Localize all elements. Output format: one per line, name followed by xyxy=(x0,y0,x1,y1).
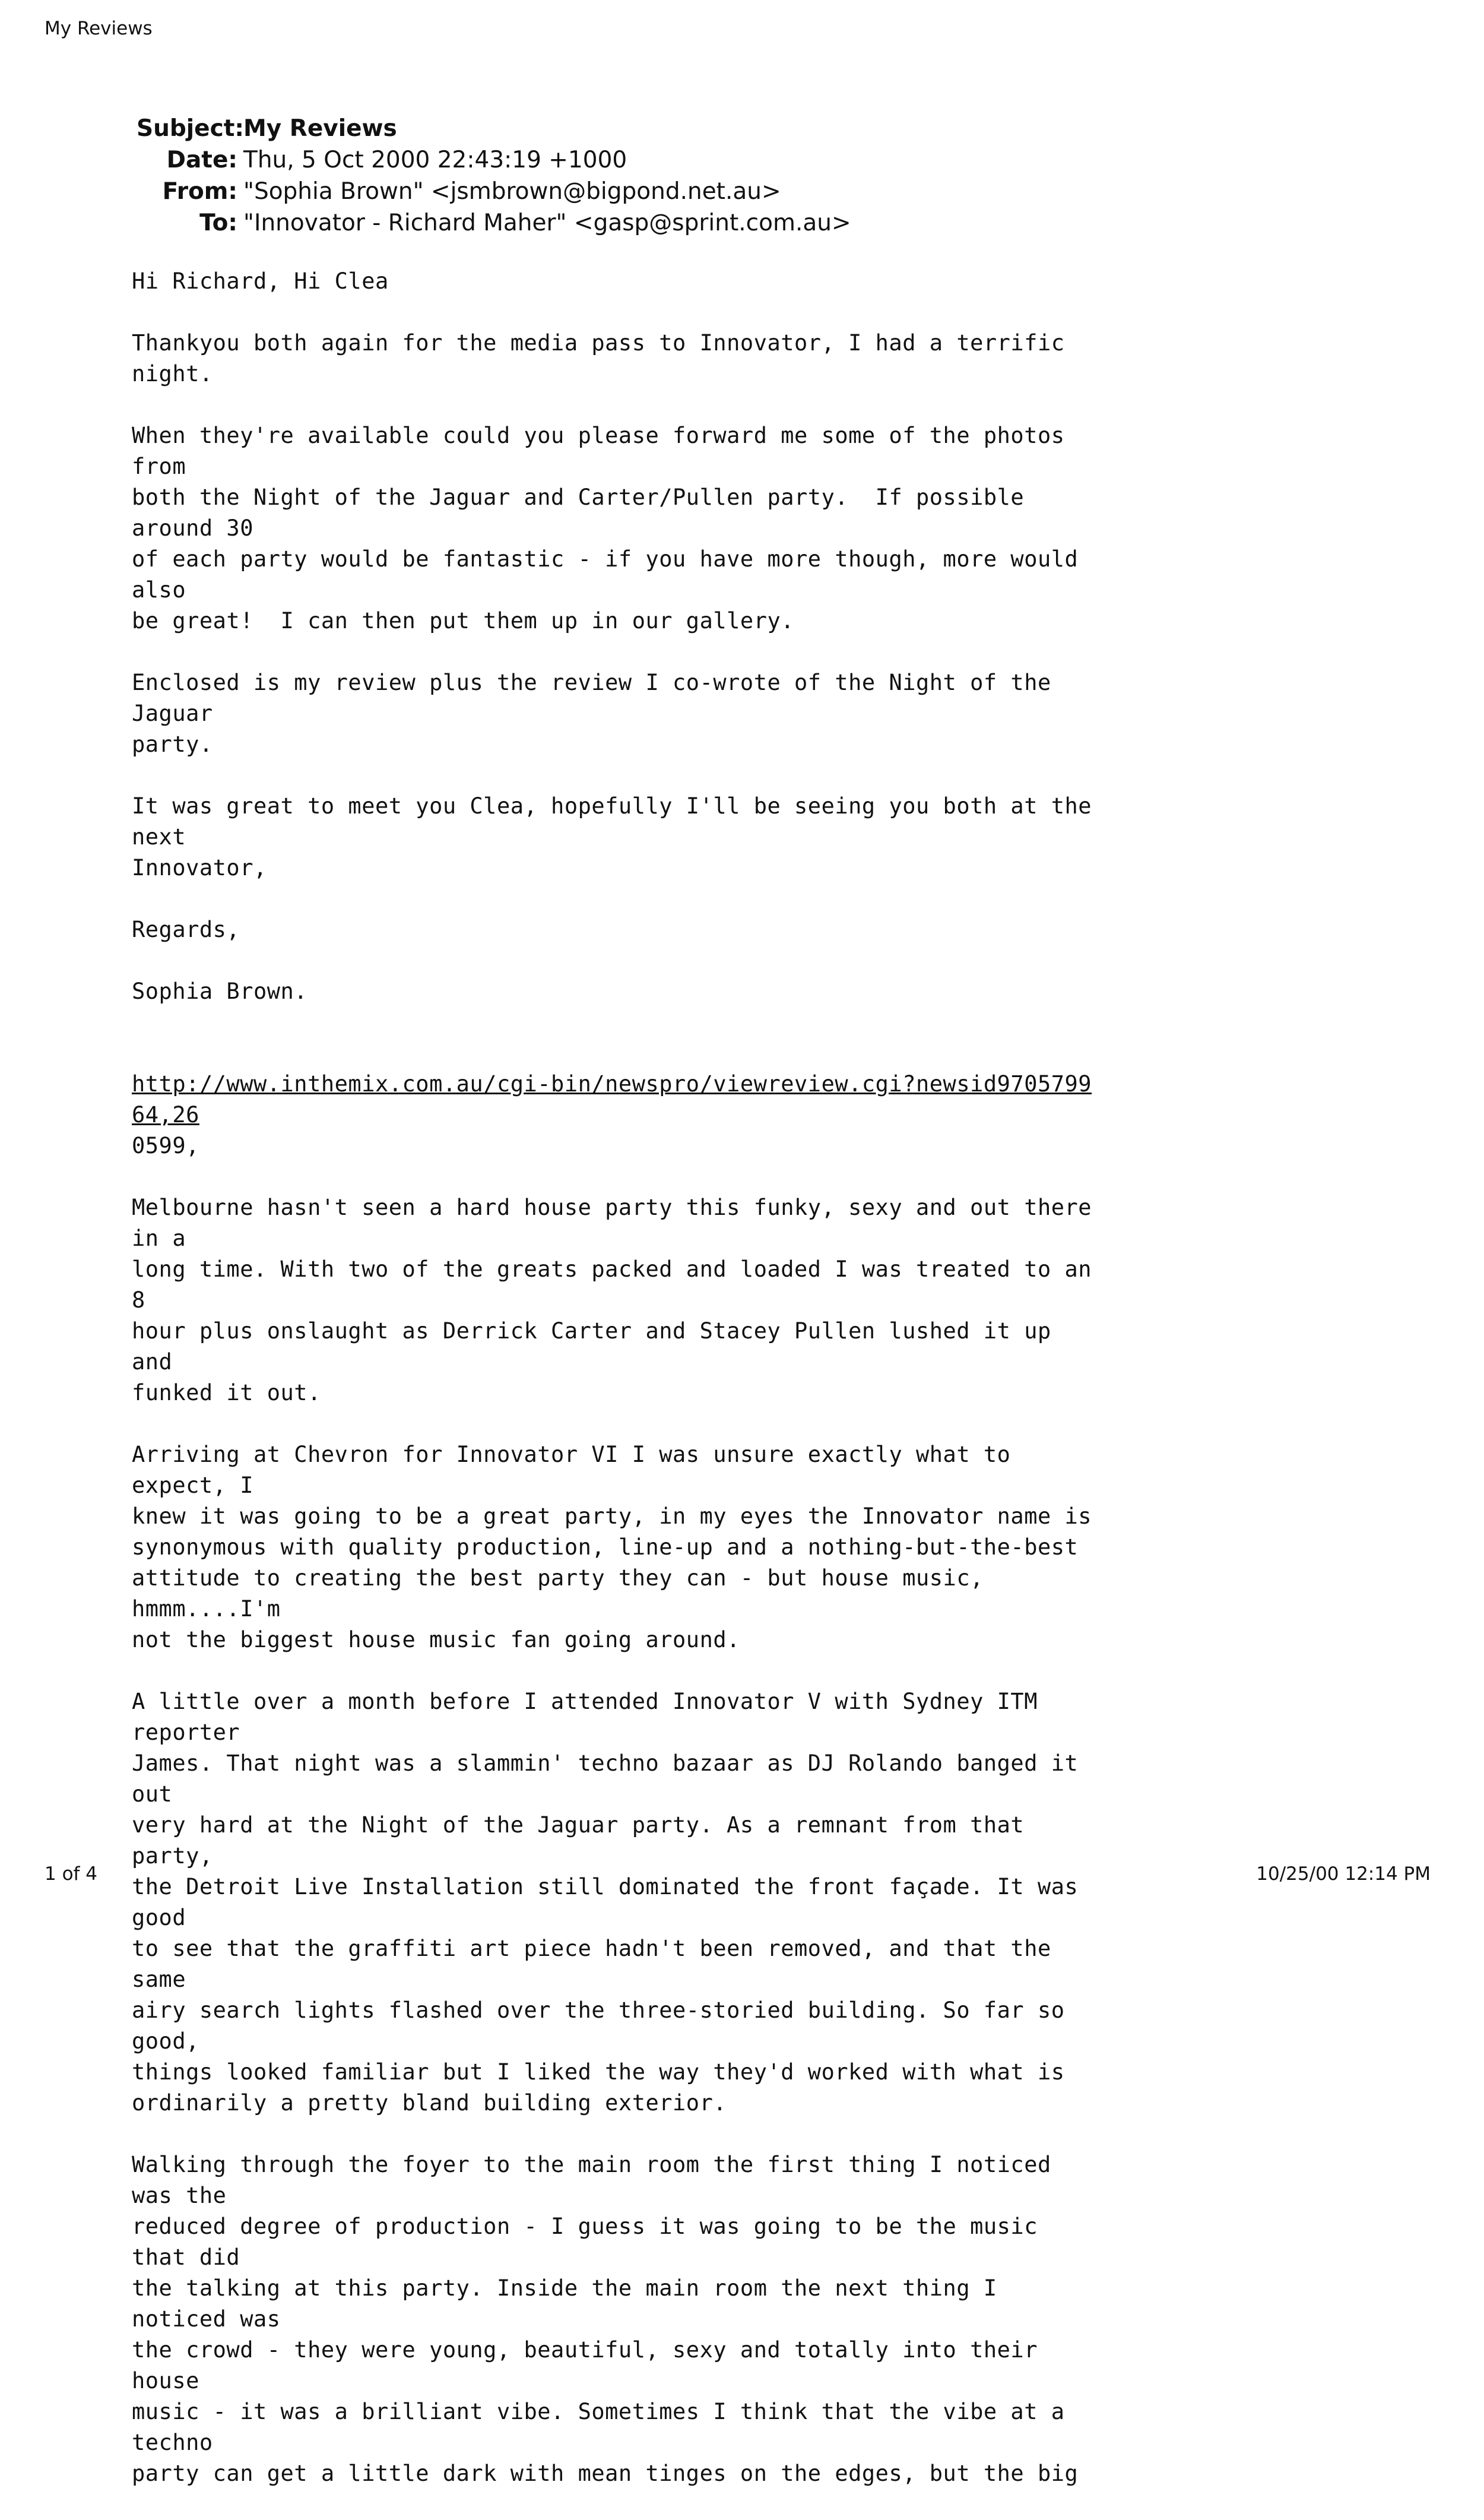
from-row xyxy=(137,176,851,207)
review-paragraph-3: A little over a month before I attended Innovator V with Sydney ITM reporter James. That night was a slammin' techno bazaar as DJ Rolando banged it out very hard at the Night of the Jaguar party. As a remnant from that party, the Detroit Live Installation still dominated the front façade. It was good to see that the graffiti art piece hadn't been removed, and that the same airy search lights flashed over the three-storied building. So far so good, things looked familiar but I liked the way they'd worked with what is ordinarily a pretty bland building exterior. xyxy=(132,1689,1079,2116)
page-number: 1 of 4 xyxy=(45,1863,98,1885)
subject-row xyxy=(137,113,851,144)
review-link[interactable]: http://www.inthemix.com.au/cgi-bin/newspro/viewreview.cgi?newsid970579964,26 xyxy=(132,1071,1092,1128)
review-paragraph-2: Arriving at Chevron for Innovator VI I was unsure exactly what to expect, I knew it was going to be a great party, in my eyes the Innovator name is synonymous with quality production, line-up and a nothing-but-the-best attitude to creating the best party they can - but house music, hmmm....I'm not the biggest house music fan going around. xyxy=(132,1442,1092,1652)
paragraph-enclosed: Enclosed is my review plus the review I co-wrote of the Night of the Jaguar party. xyxy=(132,670,1051,757)
signature: Sophia Brown. xyxy=(132,979,308,1004)
print-header-title: My Reviews xyxy=(45,18,153,39)
review-link-block[interactable] xyxy=(132,1069,1093,1161)
greeting: Hi Richard, Hi Clea xyxy=(132,268,389,294)
subject-value: My Reviews xyxy=(243,115,397,142)
to-label: To: xyxy=(199,210,237,236)
from-label: From: xyxy=(162,178,237,205)
review-link-tail: 0599, xyxy=(132,1133,199,1158)
to-value: "Innovator - Richard Maher" <gasp@sprint.com.au> xyxy=(243,210,851,236)
from-value: "Sophia Brown" <jsmbrown@bigpond.net.au> xyxy=(243,178,781,205)
to-row xyxy=(137,207,851,239)
email-headers xyxy=(137,113,851,239)
date-label: Date: xyxy=(166,147,237,173)
subject-label: Subject: xyxy=(137,115,244,142)
review-paragraph-4: Walking through the foyer to the main room the first thing I noticed was the reduced degree of production - I guess it was going to be the music that did the talking at this party. Inside the main room the next thing I noticed was the crowd - they were young, beautiful, sexy and totally into their house music - it was a brilliant vibe. Sometimes I think that the vibe at a techno party can get a little dark with mean tinges on the edges, but the big xyxy=(132,2152,1079,2486)
print-timestamp: 10/25/00 12:14 PM xyxy=(1256,1863,1431,1885)
review-paragraph-1: Melbourne hasn't seen a hard house party this funky, sexy and out there in a long time. With two of the greats packed and loaded I was treated to an 8 hour plus onslaught as Derrick Carter and Stacey Pullen lushed it up and funked it out. xyxy=(132,1195,1092,1405)
paragraph-meet: It was great to meet you Clea, hopefully I'll be seeing you both at the next Innovator, xyxy=(132,793,1092,881)
date-value: Thu, 5 Oct 2000 22:43:19 +1000 xyxy=(243,147,627,173)
email-body xyxy=(132,266,1093,2520)
regards: Regards, xyxy=(132,917,240,942)
paragraph-photos-request: When they're available could you please forward me some of the photos from both the Night of the Jaguar and Carter/Pullen party. If possible around 30 of each party would be fantastic - if you have more though, more would also be great! I can then put them up in our gallery. xyxy=(132,423,1079,634)
date-row xyxy=(137,144,851,176)
paragraph-thanks: Thankyou both again for the media pass to Innovator, I had a terrific night. xyxy=(132,330,1079,387)
